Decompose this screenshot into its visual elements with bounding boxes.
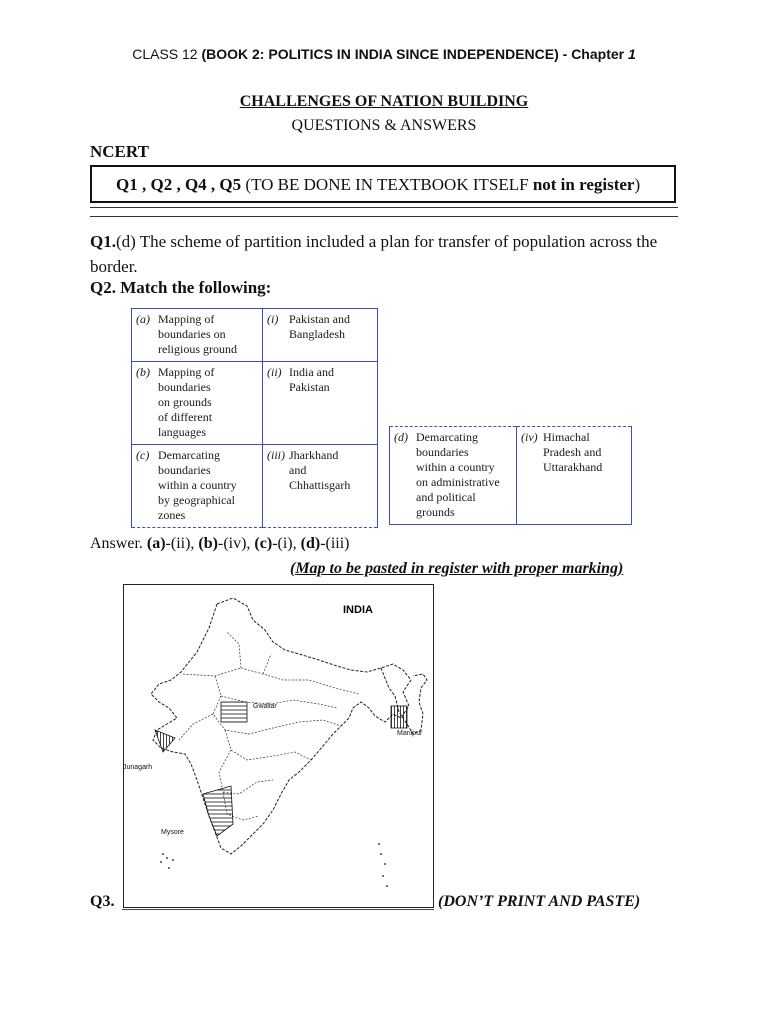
manipur-label: Manipur: [397, 730, 423, 737]
question-2-title: Q2. Match the following:: [90, 278, 272, 297]
q1-label: Q1.: [90, 232, 116, 251]
answer-key: (d): [300, 535, 321, 552]
page-title: CHALLENGES OF NATION BUILDING: [239, 93, 529, 110]
cell-line: Demarcating: [158, 448, 220, 462]
cell-line: within a country: [416, 460, 495, 474]
cell-line: Pakistan and: [289, 312, 350, 326]
cell-line: by geographical: [158, 493, 235, 507]
match-key: (a): [136, 312, 150, 326]
match-num: (i): [267, 312, 279, 326]
map-title: INDIA: [343, 604, 373, 616]
question-3-label: Q3.: [90, 893, 115, 910]
answer-value: -(iv),: [217, 535, 255, 552]
gwaliar-region: [221, 702, 247, 722]
q3-note: (DON’T PRINT AND PASTE): [438, 893, 641, 910]
cell-line: boundaries: [416, 445, 469, 459]
cell-line: within a country: [158, 478, 237, 492]
cell-line: Chhattisgarh: [289, 478, 351, 492]
cell-line: and political: [416, 490, 476, 504]
q3-underline: [122, 909, 434, 910]
cell-line: and: [289, 463, 307, 477]
cell-line: India and: [289, 365, 334, 379]
cell-line: of different: [158, 410, 213, 424]
answer-key: (a): [146, 535, 166, 552]
answer-value: -(iii): [320, 535, 350, 552]
match-num: (iv): [521, 430, 538, 444]
instruction-box: [90, 165, 676, 203]
cell-line: Bangladesh: [289, 327, 345, 341]
header-chapter: 1: [627, 46, 636, 62]
match-key: (d): [394, 430, 408, 444]
question-1: [90, 229, 680, 279]
cell-line: on grounds: [158, 395, 212, 409]
page-subtitle: QUESTIONS & ANSWERS: [291, 117, 477, 134]
match-row-c: [132, 445, 378, 528]
cell-line: grounds: [416, 505, 455, 519]
cell-line: Demarcating: [416, 430, 478, 444]
cell-line: religious ground: [158, 342, 237, 356]
cell-line: Mapping of: [158, 365, 215, 379]
header-class: CLASS 12: [132, 46, 202, 62]
cell-line: Mapping of: [158, 312, 215, 326]
cell-line: on administrative: [416, 475, 500, 489]
page-header: [0, 46, 768, 62]
header-book: (BOOK 2: POLITICS IN INDIA SINCE INDEPENDENCE) - Chapter: [201, 46, 628, 62]
q2-answer: [90, 535, 350, 553]
india-map: [123, 584, 434, 908]
match-row-d: [390, 427, 632, 525]
answer-key: (c): [254, 535, 273, 552]
map-frame: [124, 585, 434, 908]
q1-text: (d) The scheme of partition included a plan for transfer of population across the border.: [90, 232, 658, 276]
answer-key: (b): [198, 535, 218, 552]
cell-line: boundaries: [158, 380, 211, 394]
match-num: (iii): [267, 448, 285, 462]
map-instruction: (Map to be pasted in register with proper marking): [290, 560, 624, 577]
cell-line: Jharkhand: [289, 448, 339, 462]
match-row-b: [132, 362, 378, 445]
cell-line: Uttarakhand: [543, 460, 603, 474]
match-table-continued: [389, 426, 632, 525]
cell-line: zones: [158, 508, 186, 522]
cell-line: Pakistan: [289, 380, 330, 394]
instruction-questions: Q1 , Q2 , Q4 , Q5: [116, 175, 242, 194]
match-row-a: [132, 309, 378, 362]
junagarh-label: Junagarh: [123, 764, 153, 771]
match-table: [131, 308, 378, 528]
cell-line: boundaries on: [158, 327, 226, 341]
cell-line: Pradesh and: [543, 445, 602, 459]
instruction-emphasis: not in register: [532, 175, 635, 194]
section-label: NCERT: [90, 142, 149, 161]
instruction-text: (TO BE DONE IN TEXTBOOK ITSELF: [241, 175, 533, 194]
mysore-label: Mysore: [161, 829, 184, 836]
match-key: (c): [136, 448, 150, 462]
gwaliar-label: Gwaliar: [253, 703, 277, 710]
instruction-close: ): [634, 175, 641, 194]
cell-line: languages: [158, 425, 206, 439]
answer-prefix: Answer.: [90, 535, 147, 552]
match-num: (ii): [267, 365, 282, 379]
answer-value: -(i),: [272, 535, 301, 552]
cell-line: boundaries: [158, 463, 211, 477]
cell-line: Himachal: [543, 430, 590, 444]
match-key: (b): [136, 365, 150, 379]
divider: [90, 207, 678, 217]
answer-value: -(ii),: [165, 535, 199, 552]
manipur-region: [391, 706, 407, 728]
